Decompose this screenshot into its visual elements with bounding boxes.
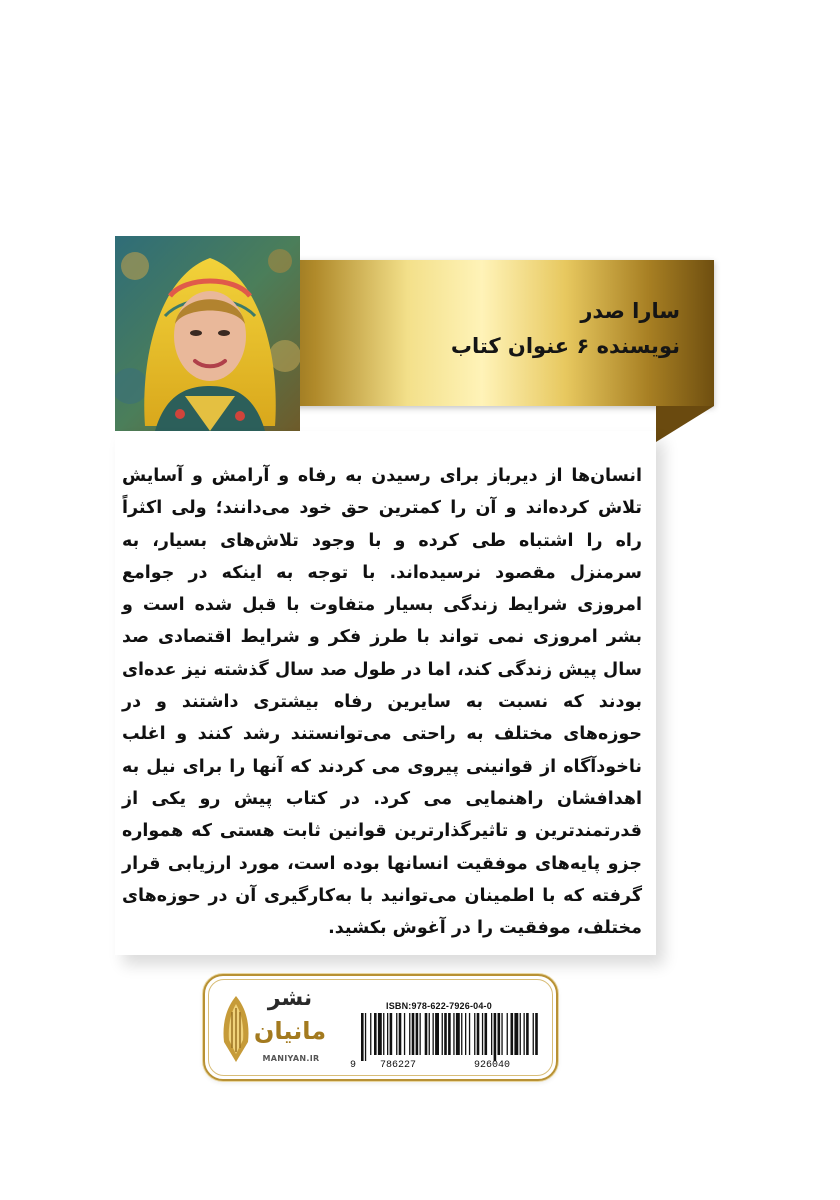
barcode-bar [511, 1013, 514, 1055]
barcode-bar [520, 1013, 521, 1055]
barcode-digit-first: 9 [350, 1060, 357, 1071]
barcode-bar [444, 1013, 447, 1055]
isbn-label: ISBN:978-622-7926-04-0 [386, 1001, 492, 1011]
barcode-bar [482, 1013, 483, 1055]
banner-fold [656, 406, 714, 442]
barcode-bar [477, 1013, 480, 1055]
barcode-bar [474, 1013, 475, 1055]
barcode-bar [404, 1013, 405, 1055]
barcode-bar [416, 1013, 419, 1055]
barcode [357, 1013, 542, 1061]
barcode-bar [361, 1013, 364, 1061]
barcode-bar [387, 1013, 388, 1055]
barcode-digits-right: 926040 [474, 1060, 511, 1071]
barcode-bar [498, 1013, 501, 1055]
barcode-bar [461, 1013, 462, 1055]
author-name: سارا صدر [580, 299, 680, 323]
author-photo [115, 236, 300, 431]
barcode-bar [390, 1013, 393, 1055]
portrait-illustration [115, 236, 300, 431]
author-role: نویسنده ۶ عنوان کتاب [450, 334, 680, 358]
barcode-bar [442, 1013, 443, 1055]
barcode-bar [485, 1013, 488, 1055]
barcode-bar [420, 1013, 421, 1055]
barcode-bar [533, 1013, 534, 1055]
barcode-bar [453, 1013, 454, 1055]
barcode-bar [507, 1013, 508, 1055]
barcode-bar [396, 1013, 397, 1055]
barcode-bar [535, 1013, 538, 1055]
barcode-bar [383, 1013, 384, 1055]
barcode-bar [491, 1013, 492, 1055]
barcode-bar [526, 1013, 529, 1055]
barcode-bar [435, 1013, 439, 1055]
barcode-bar [514, 1013, 518, 1055]
barcode-bar [409, 1013, 410, 1055]
barcode-bar [524, 1013, 525, 1055]
barcode-bar [456, 1013, 460, 1055]
barcode-bar [425, 1013, 428, 1055]
barcode-bar [494, 1013, 497, 1061]
barcode-bar [448, 1013, 451, 1055]
barcode-bar [433, 1013, 434, 1055]
barcode-bar [399, 1013, 402, 1055]
barcode-bar [429, 1013, 430, 1055]
barcode-bar [501, 1013, 502, 1055]
barcode-bar [465, 1013, 466, 1055]
barcode-bar [469, 1013, 470, 1055]
barcode-digits-left: 786227 [380, 1060, 417, 1071]
barcode-bar [365, 1013, 366, 1061]
publisher-url: MANIYAN.IR [262, 1054, 320, 1063]
publisher-word-nashr: نشر [267, 986, 313, 1011]
barcode-bar [370, 1013, 371, 1055]
author-caption [380, 296, 680, 366]
barcode-bar [374, 1013, 377, 1055]
publisher-word-maniyan: مانیان [253, 1017, 327, 1045]
barcode-bar [412, 1013, 415, 1055]
barcode-bar [378, 1013, 382, 1055]
description-text: انسان‌ها از دیرباز برای رسیدن به رفاه و آرامش و آسایش تلاش کرده‌اند و آن را کمترین حق خود می‌دانند؛ ولی اکثراً راه را اشتباه طی کرده و با وجود تلاش‌های بسیار، به سرمنزل مقصود نرسیده‌اند. با توجه به اینکه در جوامع امروزی شرایط زندگی بسیار متفاوت با قبل شده است و بشر امروزی نمی تواند با طرز فکر و شرایط اقتصادی صد سال پیش زندگی کند، اما در طول صد سال گذشته نیز عده‌ای بودند که نسبت به سایرین رفاه بیشتری داشتند و در حوزه‌های مختلف به راحتی می‌توانستند رشد کنند و اغلب ناخودآگاه از قوانینی پیروی می کردند که آنها را برای نیل به اهدافشان راهنمایی می کرد. در کتاب پیش رو یکی از قدرتمندترین و تاثیرگذارترین قوانین ثابت هستی که همواره جزو پایه‌های موفقیت انسانها بوده است، مورد ارزیابی قرار گرفته که با اطمینان می‌توانید با به‌کارگیری آن در حوزه‌های مختلف، موفقیت را در آغوش بکشید. [122, 466, 642, 939]
